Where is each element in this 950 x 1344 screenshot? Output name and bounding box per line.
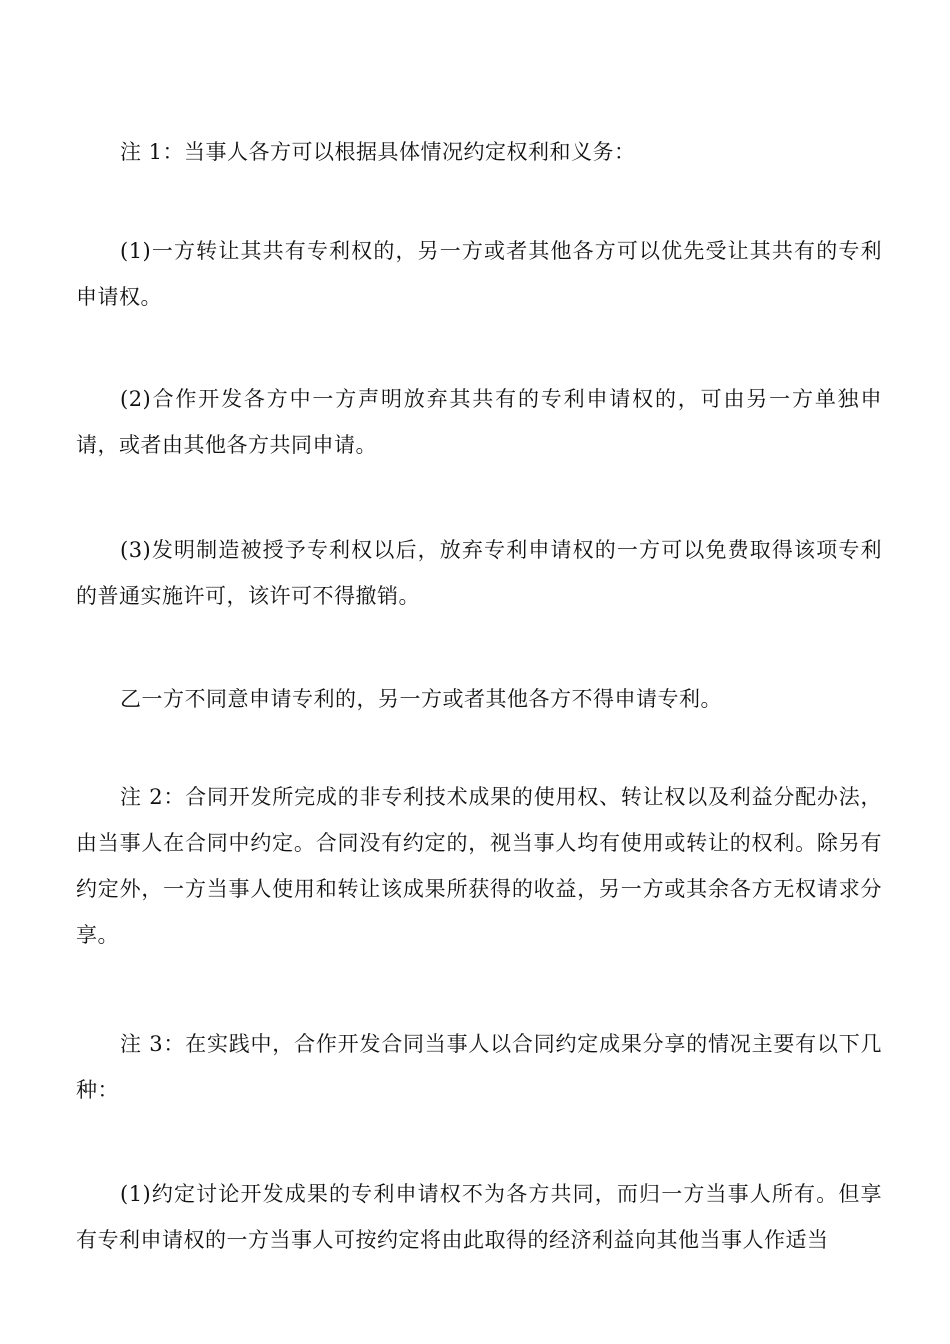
- note-3-item-1-paragraph: (1)约定讨论开发成果的专利申请权不为各方共同，而归一方当事人所有。但享有专利申请权的一方当事人可按约定将由此取得的经济利益向其他当事人作适当: [76, 1182, 882, 1252]
- note-3-paragraph: 注 3：在实践中，合作开发合同当事人以合同约定成果分享的情况主要有以下几种：: [76, 1032, 882, 1102]
- note-1-item-1-paragraph: (1)一方转让其共有专利权的，另一方或者其他各方可以优先受让其共有的专利申请权。: [76, 239, 882, 309]
- note-1-supplement-paragraph: 乙一方不同意申请专利的，另一方或者其他各方不得申请专利。: [120, 687, 722, 711]
- note-1-item-2-paragraph: (2)合作开发各方中一方声明放弃其共有的专利申请权的，可由另一方单独申请，或者由其他各方共同申请。: [76, 387, 882, 457]
- note-1-item-3-paragraph: (3)发明制造被授予专利权以后，放弃专利申请权的一方可以免费取得该项专利的普通实施许可，该许可不得撤销。: [76, 538, 882, 608]
- note-2-paragraph: 注 2：合同开发所完成的非专利技术成果的使用权、转让权以及利益分配办法，由当事人在合同中约定。合同没有约定的，视当事人均有使用或转让的权利。除另有约定外，一方当事人使用和转让该成果所获得的收益，另一方或其余各方无权请求分享。: [76, 785, 882, 947]
- note-1-paragraph: 注 1：当事人各方可以根据具体情况约定权利和义务：: [120, 140, 636, 164]
